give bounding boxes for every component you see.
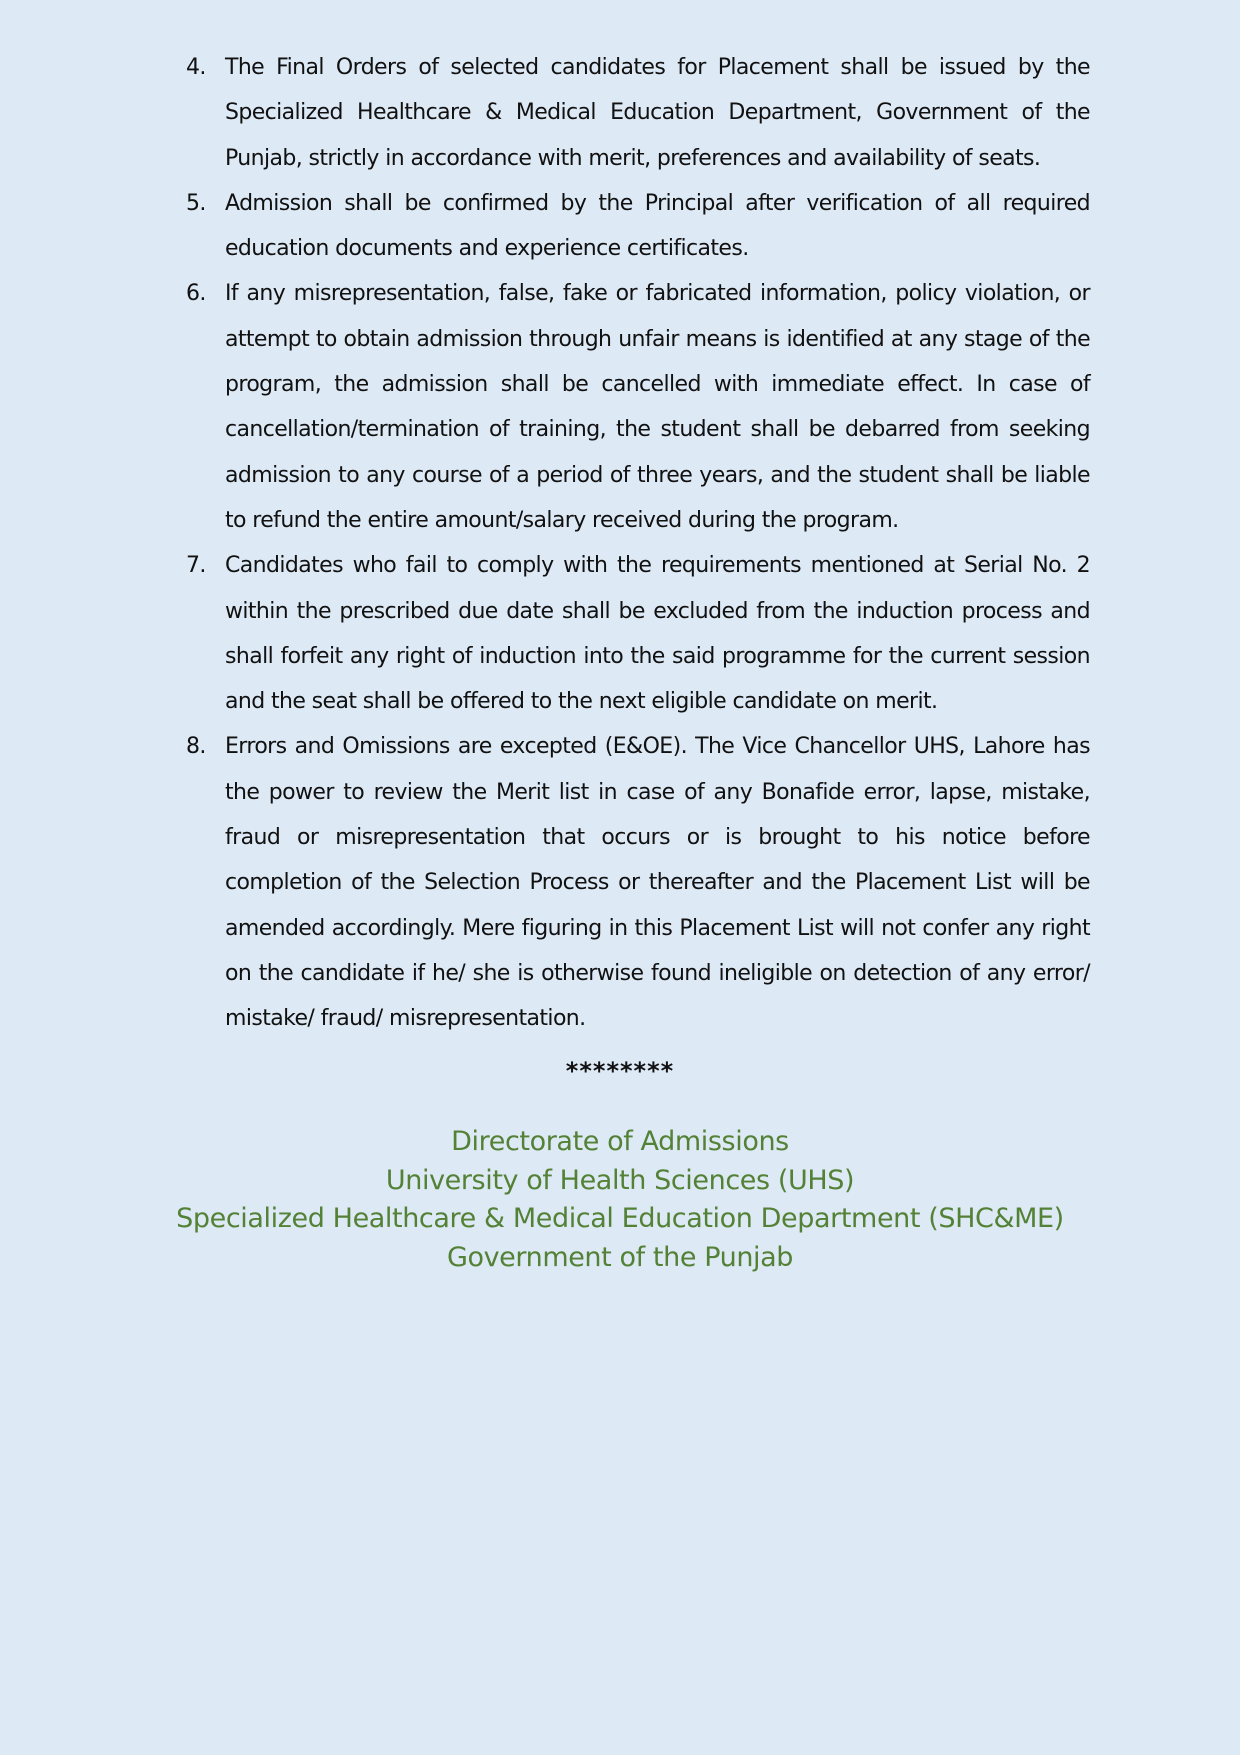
item-number: 5.: [186, 190, 206, 216]
list-item: [186, 45, 1090, 181]
footer-university: University of Health Sciences (UHS): [385, 1164, 855, 1196]
section-separator: ********: [565, 1057, 675, 1085]
list-item: [186, 181, 1090, 272]
list-item: [186, 543, 1090, 724]
item-text: Admission shall be confirmed by the Principal after verification of all required education documents and experience certificates.: [225, 190, 1090, 262]
item-text: Candidates who fail to comply with the requirements mentioned at Serial No. 2 within the prescribed due date shall be excluded from the induction process and shall forfeit any right of induction into the said programme for the current session and the seat shall be offered to the next eligible candidate on merit.: [225, 553, 1090, 715]
list-item: [186, 271, 1090, 543]
item-text: If any misrepresentation, false, fake or fabricated information, policy violation, or attempt to obtain admission through unfair means is identified at any stage of the program, the admission shall be cancelled with immediate effect. In case of cancellation/termination of training, the student shall be debarred from seeking admission to any course of a period of three years, and the student shall be liable to refund the entire amount/salary received during the program.: [225, 281, 1090, 533]
item-text: Errors and Omissions are excepted (E&OE). The Vice Chancellor UHS, Lahore has the power to review the Merit list in case of any Bonafide error, lapse, mistake, fraud or misrepresentation that occurs or is brought to his notice before completion of the Selection Process or thereafter and the Placement List will be amended accordingly. Mere figuring in this Placement List will not confer any right on the candidate if he/ she is otherwise found ineligible on detection of any error/ mistake/ fraud/ misrepresentation.: [225, 734, 1090, 1032]
item-number: 6.: [186, 281, 206, 307]
footer-directorate: Directorate of Admissions: [451, 1126, 789, 1157]
terms-list: [186, 45, 1090, 1042]
footer-government: Government of the Punjab: [446, 1242, 794, 1274]
item-number: 8.: [186, 734, 206, 760]
item-text: The Final Orders of selected candidates for Placement shall be issued by the Specialized Healthcare & Medical Education Department, Government of the Punjab, strictly in accordance with merit, preferences and availability of seats.: [225, 55, 1090, 171]
item-number: 7.: [186, 553, 206, 579]
issuer-footer: [0, 1123, 1240, 1278]
list-item: [186, 724, 1090, 1041]
footer-department: Specialized Healthcare & Medical Education Department (SHC&ME): [176, 1203, 1064, 1235]
item-number: 4.: [186, 55, 206, 80]
